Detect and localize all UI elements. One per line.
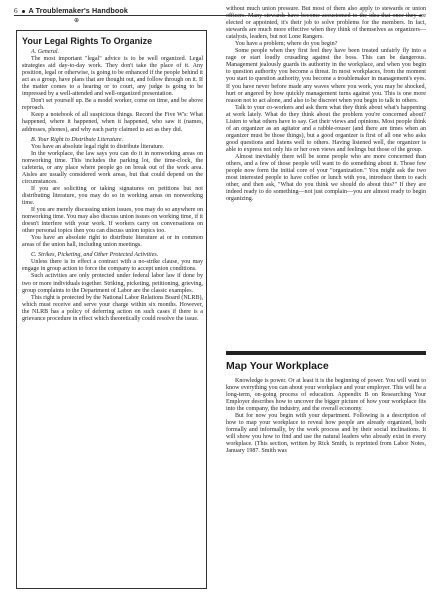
- paragraph: without much union pressure. But most of them also apply to stewards or union officers. Many stewards have become accustomed to the idea that once they are elected or appointed, it's their job to solve problems for the members. In fact, stewards are much more effective when they think of themselves as organizers—catalysts, leaders, but not Lone Rangers.: [226, 6, 426, 41]
- main-column: [226, 6, 426, 203]
- paragraph: In the workplace, the law says you can do it in nonworking areas on nonworking time. This includes the parking lot, the time-clock, the cafeteria, or any place where people go on break out of the work area. Aisles are usually considered work areas, but that could depend on the circumstances.: [22, 150, 203, 185]
- sidebar-title: Your Legal Rights To Organize: [22, 36, 153, 46]
- section-c-heading: C. Strikes, Picketing, and Other Protected Activities.: [31, 252, 159, 259]
- paragraph: Keep a notebook of all suspicious things. Record the Five W's: What happened, where it happened, when it happened, who saw it (names, addresses, phones), and why each party claimed to act as they did.: [22, 112, 203, 133]
- paragraph: Talk to your co-workers and ask them what they think about what's happening at work lately. What do they think about the problem you're concerned about? Listen to what others have to say. Get their views and opinions. Most people think of an organizer as an agitator and a rabble-rouser (and there are times when an organizer must be those things), but a good organizer is first of all one who asks good questions and listens well to others. Having listened well, the organizer is able to express not only his or her own views and feelings but those of the group.: [226, 104, 426, 153]
- paragraph: This right is protected by the National Labor Relations Board (NLRB), which must receive and serve your charge within six months. However, the NLRB has a policy of deferring action on such cases if there is a grievance procedure in effect which theoretically could resolve the issue.: [22, 294, 203, 322]
- map-your-workplace-section: [226, 351, 426, 456]
- section-b-heading: B. Your Right to Distribute Literature.: [31, 136, 124, 143]
- registration-mark-icon: ⊕: [74, 18, 80, 24]
- paragraph: Some people when they first feel they have been treated unfairly fly into a rage or start loudly crusading against the boss. This can be dangerous. Management jealously guards its authority in the workplace, and when you begin to question authority you become a threat. In most workplaces, from the moment you start to question authority, you become a troublemaker in management's eyes. If you have never before made any waves where you work, you may be shocked, hurt or angered by how quickly management turns against you. This is one more reason not to act alone, and also to be discreet when you begin to talk to others.: [226, 48, 426, 104]
- running-header: [14, 6, 128, 15]
- paragraph: Knowledge is power. Or at least it is the beginning of power. You will want to know everything you can about your workplace and your employer. This will be a long-term, on-going process of education. Appendix B on Researching Your Employer describes how to uncover the bigger picture of how your workplace fits into the company, the industry, and the overall economy.: [226, 378, 426, 413]
- section-a-heading: A. General.: [31, 49, 60, 55]
- legal-rights-sidebar: [22, 36, 203, 323]
- paragraph: But for now you begin with your department. Following is a description of how to map your workplace to reveal how people are already organized, both formally and informally, by the work process and by their social inclinations. It will show you how to find and use the natural leaders who already exist in every workplace. (This section, written by Rick Smith, is reprinted from Labor Notes, January 1987. Smith was: [226, 413, 426, 455]
- section-bar: [226, 351, 426, 355]
- section-body: [226, 378, 426, 456]
- paragraph: Such activities are only protected under federal labor law if done by two or more individuals together. Striking, picketing, petitioning, grieving, group complaints to the Department of Labor are the classic examples.: [22, 273, 203, 294]
- paragraph: You have an absolute right to distribute literature at or in common areas of the union hall, including union meetings.: [22, 235, 203, 249]
- page-number: 6: [14, 7, 18, 15]
- paragraph: If you are soliciting or taking signatures on petitions but not distributing literature, you may do so in working areas on nonworking time.: [22, 185, 203, 206]
- paragraph: If you are merely discussing union issues, you may do so anywhere on nonworking time. You may also discuss union issues on working time, if it doesn't interfere with your work. If workers carry on conversations on other personal topics then you can discuss union topics too.: [22, 207, 203, 235]
- paragraph: Unless there is in effect a contract with a no-strike clause, you may engage in group action to force the company to accept union conditions.: [22, 259, 203, 273]
- book-title: A Troublemaker's Handbook: [28, 6, 128, 15]
- paragraph: Almost inevitably there will be some people who are more concerned than others, and a few of those people will want to do something about it. Those few people now form the initial core of your "organization." You might ask the two most interested people to have coffee or lunch with you, introduce them to each other, and then ask, "What do you think we should do about this?" If they are indeed ready to do something—not just complain—you are almost ready to begin organizing.: [226, 153, 426, 203]
- paragraph: The most important "legal" advice is to be well organized. Legal strategies aid day-to-day work. They don't take the place of it. Any position, legal or otherwise, is going to be enhanced if the people behind it act as a group, have plans that are thought out, and follow through on it. If the matter comes to a hearing or to court, any judge is going to be impressed by a well-attended and well-organized presentation.: [22, 56, 203, 98]
- section-title: Map Your Workplace: [226, 360, 329, 372]
- paragraph: Don't set yourself up. Be a model worker, come on time, and be above reproach.: [22, 98, 203, 112]
- paragraph: You have a problem; where do you begin?: [235, 41, 338, 48]
- paragraph: You have an absolute legal right to distribute literature.: [31, 143, 165, 150]
- bullet-icon: [22, 10, 25, 13]
